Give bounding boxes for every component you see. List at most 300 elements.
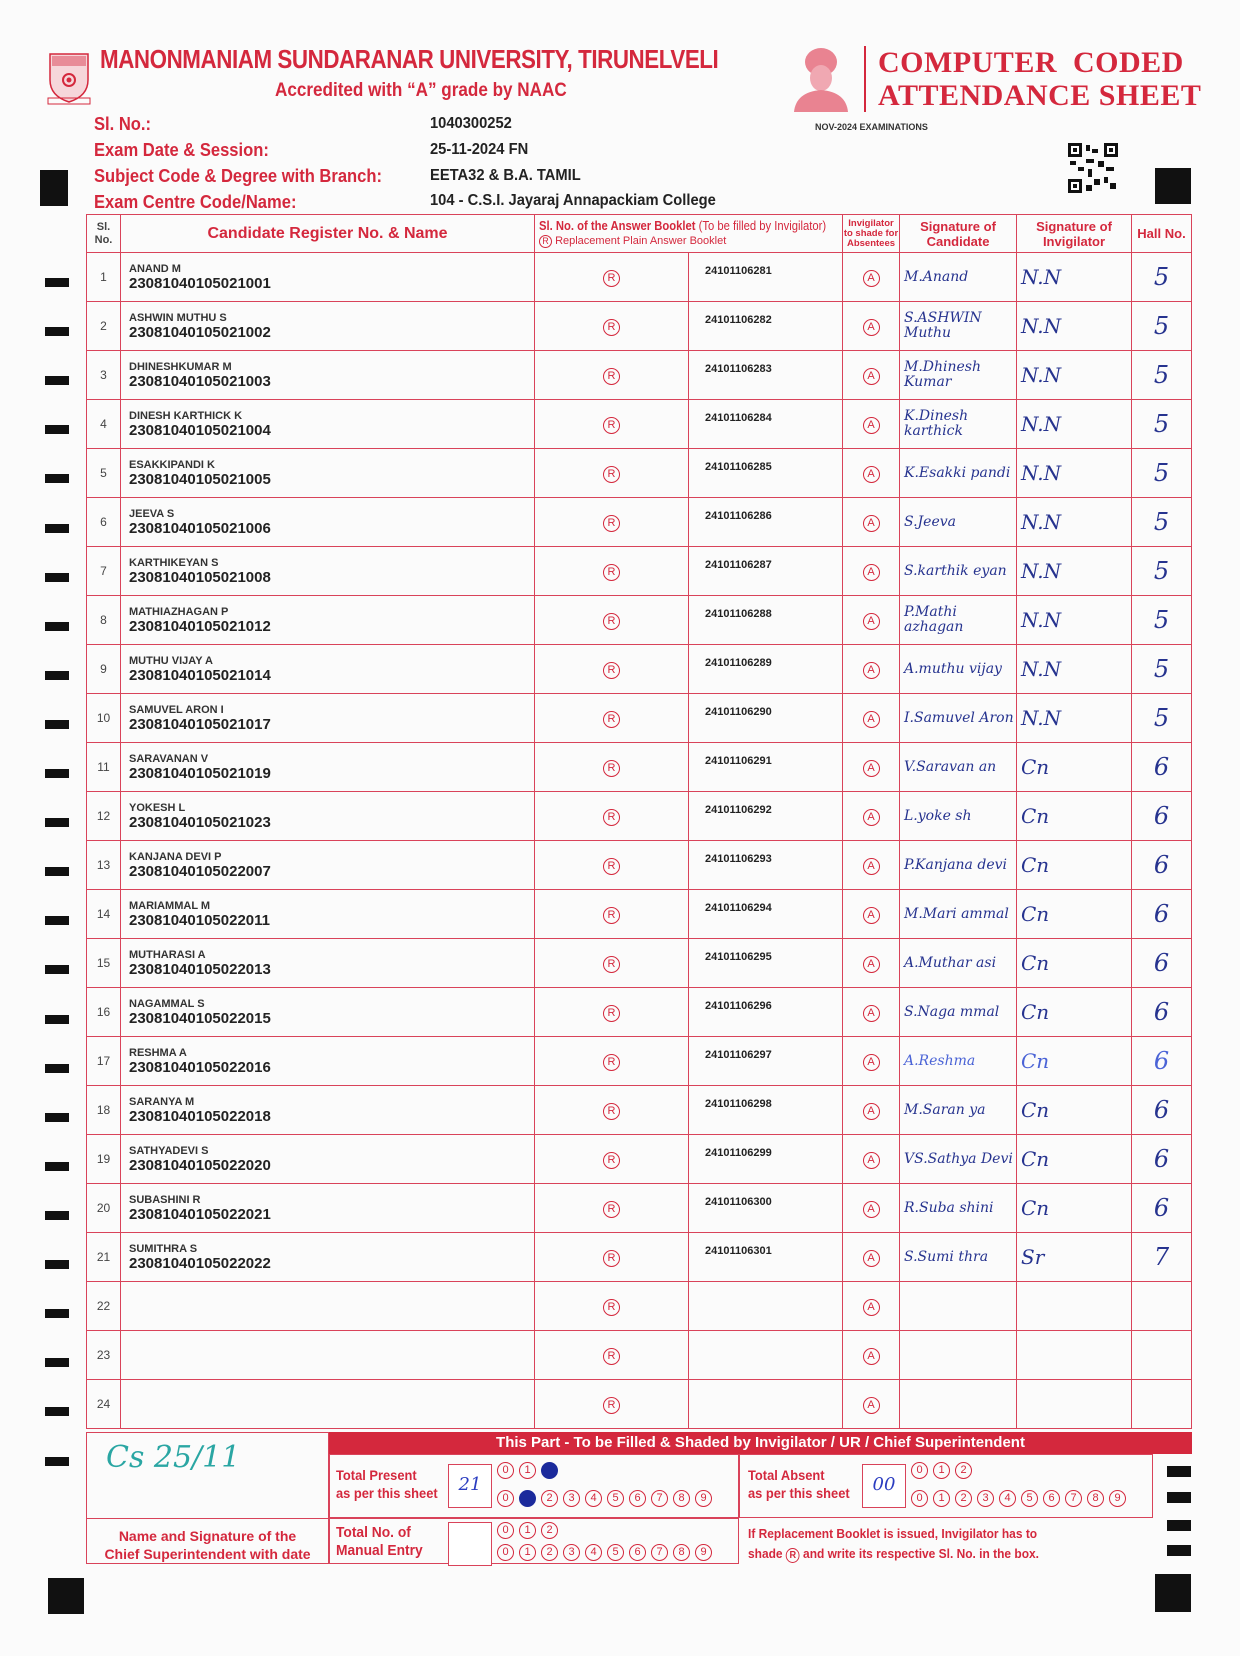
digit-bubble-1[interactable]: 1 — [519, 1462, 536, 1479]
candidate-register-no: 23081040105022020 — [129, 1156, 271, 1174]
absent-a-bubble-icon[interactable]: A — [863, 1348, 880, 1365]
absent-bubble-cell[interactable] — [843, 1233, 900, 1282]
digit-bubble-8[interactable]: 8 — [673, 1544, 690, 1561]
booklet-number[interactable]: 24101106291 — [689, 743, 843, 792]
table-row — [87, 1184, 1192, 1233]
booklet-number[interactable]: 24101106285 — [689, 449, 843, 498]
manual-entry-unit-bubbles[interactable] — [497, 1544, 712, 1561]
candidate-register-no: 23081040105022011 — [129, 911, 270, 929]
absent-bubble-cell[interactable] — [843, 1380, 900, 1429]
absent-a-bubble-icon[interactable]: A — [863, 1054, 880, 1071]
hall-number: 6 — [1132, 841, 1192, 890]
replacement-bubble-cell[interactable] — [535, 1184, 689, 1233]
absent-a-bubble-icon[interactable]: A — [863, 907, 880, 924]
digit-bubble-5[interactable]: 5 — [607, 1544, 624, 1561]
candidate-register-no: 23081040105021017 — [129, 715, 271, 733]
absent-a-bubble-icon[interactable]: A — [863, 466, 880, 483]
alignment-mark-bottom-left — [48, 1578, 84, 1614]
digit-bubble-7[interactable]: 7 — [651, 1544, 668, 1561]
replacement-bubble-cell[interactable] — [535, 253, 689, 302]
digit-bubble-1[interactable]: 1 — [519, 1544, 536, 1561]
digit-bubble-0[interactable]: 0 — [911, 1490, 928, 1507]
candidate-name: SUMITHRA S — [129, 1242, 198, 1255]
absent-a-bubble-icon[interactable]: A — [863, 1250, 880, 1267]
candidate-name: SATHYADEVI S — [129, 1144, 209, 1157]
total-present-tens-bubbles[interactable] — [497, 1462, 558, 1479]
row-sl-no: 2 — [87, 302, 121, 351]
replacement-r-bubble-icon[interactable]: R — [603, 613, 620, 630]
booklet-number[interactable]: 24101106286 — [689, 498, 843, 547]
booklet-number[interactable] — [689, 1282, 843, 1331]
booklet-number[interactable]: 24101106281 — [689, 253, 843, 302]
absent-a-bubble-icon[interactable]: A — [863, 564, 880, 581]
absent-bubble-cell[interactable] — [843, 1184, 900, 1233]
candidate-name: SAMUVEL ARON I — [129, 703, 224, 716]
invigilator-signature: N.N — [1017, 645, 1132, 694]
replacement-r-bubble-icon[interactable]: R — [603, 956, 620, 973]
row-sl-no: 6 — [87, 498, 121, 547]
replacement-r-bubble-icon[interactable]: R — [603, 1299, 620, 1316]
candidate-signature — [900, 1331, 1017, 1380]
replacement-bubble-cell[interactable] — [535, 1233, 689, 1282]
digit-bubble-8[interactable]: 8 — [673, 1490, 690, 1507]
replacement-r-bubble-icon[interactable]: R — [603, 662, 620, 679]
replacement-bubble-cell[interactable] — [535, 743, 689, 792]
replacement-bubble-cell[interactable] — [535, 890, 689, 939]
candidate-signature: S.ASHWIN Muthu — [900, 302, 1017, 351]
total-absent-input[interactable]: 00 — [862, 1464, 906, 1508]
digit-bubble-3[interactable]: 3 — [977, 1490, 994, 1507]
replacement-bubble-cell[interactable] — [535, 694, 689, 743]
booklet-number[interactable] — [689, 1380, 843, 1429]
timing-mark — [45, 720, 69, 729]
candidate-name: JEEVA S — [129, 507, 175, 520]
timing-mark — [45, 1260, 69, 1269]
absent-bubble-cell[interactable] — [843, 596, 900, 645]
row-sl-no: 21 — [87, 1233, 121, 1282]
digit-bubble-5[interactable]: 5 — [607, 1490, 624, 1507]
digit-bubble-3[interactable]: 3 — [563, 1490, 580, 1507]
replacement-r-bubble-icon[interactable]: R — [603, 809, 620, 826]
replacement-r-bubble-icon[interactable]: R — [603, 1054, 620, 1071]
timing-mark — [45, 818, 69, 827]
booklet-number[interactable]: 24101106297 — [689, 1037, 843, 1086]
candidate-cell — [121, 351, 535, 400]
absent-bubble-cell[interactable] — [843, 694, 900, 743]
total-present-label — [336, 1466, 438, 1502]
absent-bubble-cell[interactable] — [843, 939, 900, 988]
digit-bubble-9[interactable]: 9 — [695, 1490, 712, 1507]
candidate-cell — [121, 1135, 535, 1184]
digit-bubble-6[interactable]: 6 — [629, 1490, 646, 1507]
replacement-bubble-cell[interactable] — [535, 1086, 689, 1135]
digit-bubble-4[interactable]: 4 — [999, 1490, 1016, 1507]
absent-a-bubble-icon[interactable]: A — [863, 613, 880, 630]
header-divider — [864, 46, 866, 112]
candidate-register-no: 23081040105022021 — [129, 1205, 271, 1223]
digit-bubble-8[interactable]: 8 — [1087, 1490, 1104, 1507]
candidate-cell — [121, 1331, 535, 1380]
invigilator-signature: N.N — [1017, 596, 1132, 645]
timing-mark — [45, 1407, 69, 1416]
invigilator-signature: N.N — [1017, 498, 1132, 547]
replacement-r-bubble-icon[interactable]: R — [603, 760, 620, 777]
table-row — [87, 988, 1192, 1037]
hall-number: 6 — [1132, 890, 1192, 939]
replacement-bubble-cell[interactable] — [535, 841, 689, 890]
candidate-signature: K.Esakki pandi — [900, 449, 1017, 498]
digit-bubble-4[interactable]: 4 — [585, 1544, 602, 1561]
candidate-name: NAGAMMAL S — [129, 997, 205, 1010]
candidate-name: ANAND M — [129, 262, 181, 275]
university-title: MANONMANIAM SUNDARANAR UNIVERSITY, TIRUNELVELI — [100, 44, 719, 74]
invigilator-signature: N.N — [1017, 400, 1132, 449]
booklet-number[interactable]: 24101106299 — [689, 1135, 843, 1184]
candidate-signature: S.Naga mmal — [900, 988, 1017, 1037]
absent-bubble-cell[interactable] — [843, 498, 900, 547]
hall-number: 5 — [1132, 596, 1192, 645]
invigilator-signature: Cn — [1017, 743, 1132, 792]
replacement-bubble-cell[interactable] — [535, 596, 689, 645]
absent-a-bubble-icon[interactable]: A — [863, 956, 880, 973]
replacement-r-bubble-icon[interactable]: R — [603, 711, 620, 728]
replacement-r-bubble-icon[interactable]: R — [603, 858, 620, 875]
table-header-row — [87, 215, 1192, 253]
manual-entry-label — [336, 1524, 423, 1560]
digit-bubble-0[interactable]: 0 — [497, 1490, 514, 1507]
absent-bubble-cell[interactable] — [843, 792, 900, 841]
candidate-register-no: 23081040105022013 — [129, 960, 271, 978]
candidate-cell — [121, 1233, 535, 1282]
replacement-bubble-cell[interactable] — [535, 988, 689, 1037]
total-absent-line1: Total Absent — [748, 1467, 825, 1483]
timing-mark — [45, 1015, 69, 1024]
absent-a-bubble-icon[interactable]: A — [863, 1397, 880, 1414]
absent-bubble-cell[interactable] — [843, 645, 900, 694]
header-booklet-title: Sl. No. of the Answer Booklet — [539, 218, 696, 233]
candidate-signature: M.Saran ya — [900, 1086, 1017, 1135]
manual-entry-tens-bubbles[interactable] — [497, 1522, 558, 1539]
absent-bubble-cell[interactable] — [843, 1135, 900, 1184]
digit-bubble-1[interactable]: 1 — [933, 1462, 950, 1479]
invigilator-signature: Sr — [1017, 1233, 1132, 1282]
digit-bubble-2[interactable]: 2 — [541, 1490, 558, 1507]
booklet-number[interactable]: 24101106298 — [689, 1086, 843, 1135]
absent-a-bubble-icon[interactable]: A — [863, 270, 880, 287]
timing-mark — [45, 327, 69, 336]
booklet-number[interactable]: 24101106284 — [689, 400, 843, 449]
absent-a-bubble-icon[interactable]: A — [863, 515, 880, 532]
row-sl-no: 22 — [87, 1282, 121, 1331]
replacement-r-bubble-icon[interactable]: R — [603, 1201, 620, 1218]
chief-superintendent-label — [86, 1518, 329, 1563]
alignment-mark-bottom-right — [1155, 1574, 1191, 1612]
replacement-bubble-cell[interactable] — [535, 1331, 689, 1380]
booklet-number[interactable]: 24101106301 — [689, 1233, 843, 1282]
digit-bubble-9[interactable]: 9 — [695, 1544, 712, 1561]
digit-bubble-9[interactable]: 9 — [1109, 1490, 1126, 1507]
digit-bubble-2[interactable] — [541, 1462, 558, 1479]
candidate-register-no: 23081040105021006 — [129, 519, 271, 537]
digit-bubble-0[interactable]: 0 — [497, 1522, 514, 1539]
digit-bubble-1[interactable]: 1 — [933, 1490, 950, 1507]
booklet-number[interactable]: 24101106300 — [689, 1184, 843, 1233]
replacement-bubble-cell[interactable] — [535, 1282, 689, 1331]
absent-a-bubble-icon[interactable]: A — [863, 368, 880, 385]
candidate-signature: M.Mari ammal — [900, 890, 1017, 939]
table-row — [87, 939, 1192, 988]
table-row — [87, 1037, 1192, 1086]
total-absent-tens-bubbles[interactable] — [911, 1462, 972, 1479]
candidate-signature: L.yoke sh — [900, 792, 1017, 841]
digit-bubble-0[interactable]: 0 — [911, 1462, 928, 1479]
booklet-number[interactable]: 24101106292 — [689, 792, 843, 841]
booklet-number[interactable] — [689, 1331, 843, 1380]
centre-value: 104 - C.S.I. Jayaraj Annapackiam College — [430, 192, 716, 209]
candidate-cell — [121, 841, 535, 890]
booklet-number[interactable]: 24101106287 — [689, 547, 843, 596]
replacement-r-bubble-icon[interactable]: R — [603, 907, 620, 924]
replacement-bubble-cell[interactable] — [535, 547, 689, 596]
total-present-line1: Total Present — [336, 1467, 417, 1483]
absent-bubble-cell[interactable] — [843, 302, 900, 351]
absent-a-bubble-icon[interactable]: A — [863, 711, 880, 728]
replacement-bubble-cell[interactable] — [535, 1135, 689, 1184]
booklet-number[interactable]: 24101106295 — [689, 939, 843, 988]
invigilator-signature: Cn — [1017, 939, 1132, 988]
digit-bubble-2[interactable]: 2 — [541, 1522, 558, 1539]
replacement-r-bubble-icon[interactable]: R — [603, 368, 620, 385]
total-absent-unit-bubbles[interactable] — [911, 1490, 1126, 1507]
candidate-register-no: 23081040105022016 — [129, 1058, 271, 1076]
booklet-number[interactable]: 24101106283 — [689, 351, 843, 400]
invigilator-signature: N.N — [1017, 449, 1132, 498]
replacement-r-bubble-icon[interactable]: R — [603, 1397, 620, 1414]
row-sl-no: 14 — [87, 890, 121, 939]
absent-bubble-cell[interactable] — [843, 253, 900, 302]
row-sl-no: 8 — [87, 596, 121, 645]
absent-a-bubble-icon[interactable]: A — [863, 1103, 880, 1120]
absent-a-bubble-icon[interactable]: A — [863, 1201, 880, 1218]
absent-bubble-cell[interactable] — [843, 449, 900, 498]
table-row — [87, 841, 1192, 890]
candidate-cell — [121, 988, 535, 1037]
candidate-signature: P.Mathi azhagan — [900, 596, 1017, 645]
hall-number: 5 — [1132, 645, 1192, 694]
candidate-register-no: 23081040105021008 — [129, 568, 271, 586]
row-sl-no: 3 — [87, 351, 121, 400]
replacement-bubble-cell[interactable] — [535, 1037, 689, 1086]
replacement-r-bubble-icon[interactable]: R — [603, 564, 620, 581]
candidate-name: MUTHU VIJAY A — [129, 654, 213, 667]
replacement-r-bubble-icon[interactable]: R — [603, 417, 620, 434]
invigilator-signature — [1017, 1331, 1132, 1380]
candidate-register-no: 23081040105022018 — [129, 1107, 271, 1125]
timing-mark — [45, 474, 69, 483]
founder-portrait-image — [790, 44, 852, 112]
digit-bubble-0[interactable]: 0 — [497, 1462, 514, 1479]
digit-bubble-3[interactable]: 3 — [563, 1544, 580, 1561]
absent-a-bubble-icon[interactable]: A — [863, 662, 880, 679]
hall-number: 5 — [1132, 547, 1192, 596]
hall-number — [1132, 1380, 1192, 1429]
booklet-number[interactable]: 24101106288 — [689, 596, 843, 645]
replacement-r-bubble-icon[interactable]: R — [603, 1005, 620, 1022]
sheet-title-line1: COMPUTER CODED — [878, 46, 1184, 79]
digit-bubble-2[interactable]: 2 — [955, 1462, 972, 1479]
timing-mark — [45, 425, 69, 434]
replacement-bubble-cell[interactable] — [535, 449, 689, 498]
absent-a-bubble-icon[interactable]: A — [863, 760, 880, 777]
total-present-input[interactable]: 21 — [448, 1464, 492, 1508]
absent-bubble-cell[interactable] — [843, 1086, 900, 1135]
table-row — [87, 1380, 1192, 1429]
absent-bubble-cell[interactable] — [843, 400, 900, 449]
replacement-r-bubble-icon[interactable]: R — [603, 270, 620, 287]
replacement-r-bubble-icon[interactable]: R — [603, 319, 620, 336]
candidate-name: DINESH KARTHICK K — [129, 409, 243, 422]
candidate-cell — [121, 645, 535, 694]
manual-entry-input[interactable] — [448, 1522, 492, 1566]
replacement-r-bubble-icon[interactable]: R — [603, 1103, 620, 1120]
hall-number: 6 — [1132, 1037, 1192, 1086]
note-line2 — [748, 1544, 1039, 1564]
row-sl-no: 11 — [87, 743, 121, 792]
booklet-number[interactable]: 24101106290 — [689, 694, 843, 743]
centre-label: Exam Centre Code/Name: — [94, 192, 297, 212]
invigilator-signature: Cn — [1017, 890, 1132, 939]
digit-bubble-4[interactable]: 4 — [585, 1490, 602, 1507]
candidate-name: SARANYA M — [129, 1095, 195, 1108]
replacement-bubble-cell[interactable] — [535, 400, 689, 449]
hall-number: 6 — [1132, 1135, 1192, 1184]
timing-mark — [45, 1358, 69, 1367]
hall-number: 5 — [1132, 498, 1192, 547]
timing-mark — [45, 1211, 69, 1220]
candidate-name: MATHIAZHAGAN P — [129, 605, 229, 618]
hall-number: 5 — [1132, 400, 1192, 449]
absent-bubble-cell[interactable] — [843, 841, 900, 890]
absent-a-bubble-icon[interactable]: A — [863, 858, 880, 875]
replacement-bubble-cell[interactable] — [535, 302, 689, 351]
candidate-cell — [121, 1282, 535, 1331]
absent-bubble-cell[interactable] — [843, 1282, 900, 1331]
replacement-bubble-cell[interactable] — [535, 645, 689, 694]
replacement-r-bubble-icon[interactable]: R — [603, 466, 620, 483]
candidate-name: KANJANA DEVI P — [129, 850, 222, 863]
digit-bubble-5[interactable]: 5 — [1021, 1490, 1038, 1507]
absent-bubble-cell[interactable] — [843, 1037, 900, 1086]
absent-bubble-cell[interactable] — [843, 890, 900, 939]
replacement-bubble-cell[interactable] — [535, 939, 689, 988]
digit-bubble-6[interactable]: 6 — [1043, 1490, 1060, 1507]
subject-value: EETA32 & B.A. TAMIL — [430, 167, 581, 184]
candidate-name: ESAKKIPANDI K — [129, 458, 215, 471]
total-present-line2: as per this sheet — [336, 1485, 438, 1501]
booklet-number[interactable]: 24101106289 — [689, 645, 843, 694]
booklet-number[interactable]: 24101106296 — [689, 988, 843, 1037]
header-booklet-note: (To be filled by Invigilator) — [698, 218, 827, 233]
absent-a-bubble-icon[interactable]: A — [863, 417, 880, 434]
booklet-number[interactable]: 24101106294 — [689, 890, 843, 939]
note-line2-pre: shade — [748, 1546, 783, 1561]
invigilator-signature: N.N — [1017, 694, 1132, 743]
chief-label-line2: Chief Superintendent with date — [104, 1546, 311, 1562]
replacement-bubble-cell[interactable] — [535, 351, 689, 400]
candidate-cell — [121, 743, 535, 792]
row-sl-no: 20 — [87, 1184, 121, 1233]
candidate-signature: A.Reshma — [900, 1037, 1017, 1086]
candidate-signature: S.Sumi thra — [900, 1233, 1017, 1282]
replacement-r-bubble-icon[interactable]: R — [603, 1152, 620, 1169]
note-line1: If Replacement Booklet is issued, Invigilator has to — [748, 1526, 1038, 1541]
digit-bubble-0[interactable]: 0 — [497, 1544, 514, 1561]
table-row — [87, 596, 1192, 645]
alignment-mark-top-right — [1155, 168, 1191, 204]
digit-bubble-7[interactable]: 7 — [1065, 1490, 1082, 1507]
digit-bubble-1[interactable] — [519, 1490, 536, 1507]
hall-number — [1132, 1331, 1192, 1380]
absent-bubble-cell[interactable] — [843, 988, 900, 1037]
invigilator-signature: Cn — [1017, 1184, 1132, 1233]
digit-bubble-6[interactable]: 6 — [629, 1544, 646, 1561]
invigilator-signature: Cn — [1017, 1037, 1132, 1086]
digit-bubble-7[interactable]: 7 — [651, 1490, 668, 1507]
hall-number — [1132, 1282, 1192, 1331]
table-row — [87, 1233, 1192, 1282]
absent-bubble-cell[interactable] — [843, 547, 900, 596]
booklet-number[interactable]: 24101106282 — [689, 302, 843, 351]
row-sl-no: 4 — [87, 400, 121, 449]
invigilator-signature: N.N — [1017, 351, 1132, 400]
booklet-number[interactable]: 24101106293 — [689, 841, 843, 890]
digit-bubble-1[interactable]: 1 — [519, 1522, 536, 1539]
digit-bubble-2[interactable]: 2 — [955, 1490, 972, 1507]
row-sl-no: 18 — [87, 1086, 121, 1135]
digit-bubble-2[interactable]: 2 — [541, 1544, 558, 1561]
replacement-bubble-cell[interactable] — [535, 498, 689, 547]
table-row — [87, 1135, 1192, 1184]
hall-number: 5 — [1132, 351, 1192, 400]
timing-mark — [45, 1064, 69, 1073]
absent-a-bubble-icon[interactable]: A — [863, 1005, 880, 1022]
candidate-register-no: 23081040105022022 — [129, 1254, 271, 1272]
absent-a-bubble-icon[interactable]: A — [863, 319, 880, 336]
absent-bubble-cell[interactable] — [843, 351, 900, 400]
hall-number: 5 — [1132, 449, 1192, 498]
candidate-register-no: 23081040105021023 — [129, 813, 271, 831]
table-row — [87, 1086, 1192, 1135]
replacement-bubble-cell[interactable] — [535, 1380, 689, 1429]
replacement-r-bubble-icon[interactable]: R — [603, 515, 620, 532]
absent-a-bubble-icon[interactable]: A — [863, 809, 880, 826]
absent-a-bubble-icon[interactable]: A — [863, 1152, 880, 1169]
absent-bubble-cell[interactable] — [843, 743, 900, 792]
candidate-name: KARTHIKEYAN S — [129, 556, 219, 569]
hall-number: 6 — [1132, 1086, 1192, 1135]
candidate-name: MUTHARASI A — [129, 948, 206, 961]
absent-bubble-cell[interactable] — [843, 1331, 900, 1380]
header-absentee: Invigilator to shade for Absentees — [843, 215, 900, 253]
total-present-unit-bubbles[interactable] — [497, 1490, 712, 1507]
replacement-r-bubble-icon[interactable]: R — [603, 1250, 620, 1267]
row-sl-no: 19 — [87, 1135, 121, 1184]
table-row — [87, 547, 1192, 596]
replacement-bubble-cell[interactable] — [535, 792, 689, 841]
exam-date-value: 25-11-2024 FN — [430, 141, 529, 158]
absent-a-bubble-icon[interactable]: A — [863, 1299, 880, 1316]
replacement-r-bubble-icon[interactable]: R — [603, 1348, 620, 1365]
